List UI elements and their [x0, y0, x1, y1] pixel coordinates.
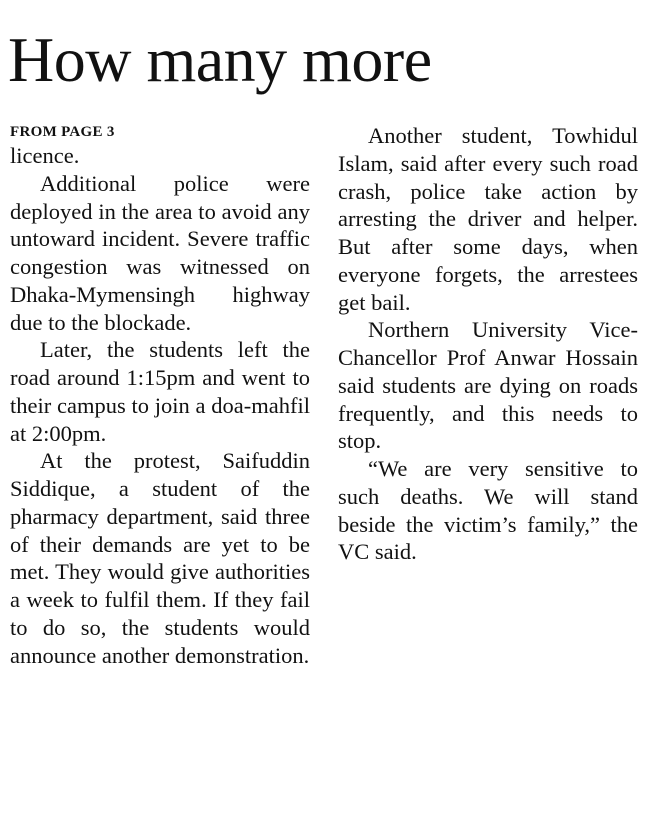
article-paragraph: Northern University Vice-Chancellor Prof Anwar Hossain said students are dying on roads frequently, and this needs to stop.	[338, 317, 638, 454]
article-paragraph: “We are very sensitive to such deaths. We will stand beside the victim’s family,” the VC said.	[338, 456, 638, 565]
article-paragraph: Another student, Towhidul Islam, said after every such road crash, police take action by arresting the driver and helper. But after some days, when everyone forgets, the arrestees get bail.	[338, 123, 638, 315]
article-column-left	[10, 122, 310, 669]
headline: How many more	[8, 24, 432, 95]
article-column-right	[338, 122, 638, 566]
article-paragraph: licence.	[10, 143, 80, 168]
jump-label: FROM PAGE 3	[10, 124, 115, 140]
article-paragraph: At the protest, Saifuddin Siddique, a student of the pharmacy department, said three of their demands are yet to be met. They would give authorities a week to fulfil them. If they fail to do so, the students would announce another demonstration.	[10, 448, 310, 668]
article-paragraph: Later, the students left the road around 1:15pm and went to their campus to join a doa-mahfil at 2:00pm.	[10, 337, 310, 446]
article-paragraph: Additional police were deployed in the area to avoid any untoward incident. Severe traffic congestion was witnessed on Dhaka-Mymensingh highway due to the blockade.	[10, 170, 310, 335]
